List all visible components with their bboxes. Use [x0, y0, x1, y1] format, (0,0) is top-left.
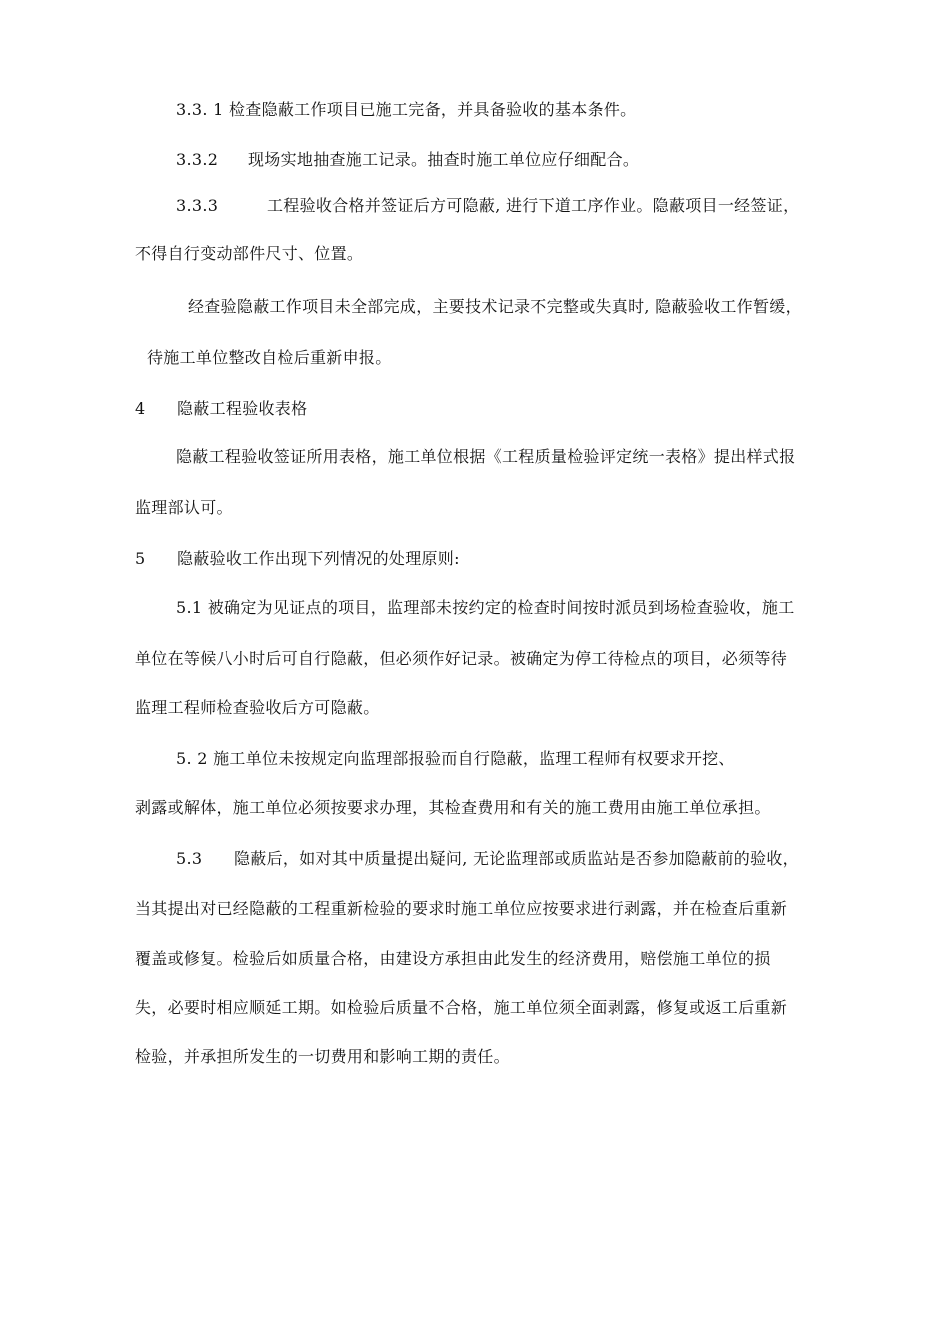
paragraph-text: 经查验隐蔽工作项目未全部完成，主要技术记录不完整或失真时, 隐蔽验收工作暂缓，	[188, 297, 802, 316]
paragraph-text: 监理工程师检查验收后方可隐蔽。	[135, 698, 380, 717]
paragraph-5-2-line1	[176, 748, 735, 770]
paragraph-text: 不得自行变动部件尺寸、位置。	[135, 244, 364, 263]
paragraph-3-3-1	[176, 99, 636, 121]
paragraph-text: 当其提出对已经隐蔽的工程重新检验的要求时施工单位应按要求进行剥露，并在检查后重新	[135, 899, 788, 918]
paragraph-text: 覆盖或修复。检验后如质量合格，由建设方承担由此发生的经济费用，赔偿施工单位的损	[135, 949, 771, 968]
paragraph-text: 待施工单位整改自检后重新申报。	[147, 348, 392, 367]
paragraph-text: 3.3. 1 检查隐蔽工作项目已施工完备，并具备验收的基本条件。	[176, 100, 637, 119]
section-4-body-line2	[135, 497, 233, 519]
section-number: 3.3.2	[176, 150, 219, 169]
section-number: 3.3.3	[176, 196, 219, 215]
paragraph-text: 失，必要时相应顺延工期。如检验后质量不合格，施工单位须全面剥露，修复或返工后重新	[135, 998, 788, 1017]
paragraph-text: 工程验收合格并签证后方可隐蔽, 进行下道工序作业。隐蔽项目一经签证，	[267, 196, 800, 215]
paragraph-5-3-line2	[135, 898, 787, 920]
paragraph-text: 监理部认可。	[135, 498, 233, 517]
section-number: 5.3	[176, 849, 203, 868]
paragraph-3-3-3-line2	[135, 243, 363, 265]
paragraph-delay-line1	[188, 296, 802, 318]
paragraph-5-1-line2	[135, 648, 787, 670]
paragraph-text: 现场实地抽查施工记录。抽查时施工单位应仔细配合。	[248, 150, 640, 169]
paragraph-3-3-2	[176, 149, 639, 171]
section-title: 隐蔽验收工作出现下列情况的处理原则:	[177, 549, 460, 568]
paragraph-3-3-3-line1	[176, 195, 799, 217]
paragraph-5-3-line1	[176, 848, 799, 870]
paragraph-text: 隐蔽后，如对其中质量提出疑问, 无论监理部或质监站是否参加隐蔽前的验收，	[234, 849, 799, 868]
paragraph-5-1-line1	[176, 597, 795, 619]
paragraph-text: 单位在等候八小时后可自行隐蔽，但必须作好记录。被确定为停工待检点的项目，必须等待	[135, 649, 788, 668]
paragraph-5-3-line3	[135, 948, 771, 970]
paragraph-5-3-line5	[135, 1046, 510, 1068]
paragraph-text: 5.1 被确定为见证点的项目，监理部未按约定的检查时间按时派员到场检查验收，施工	[176, 598, 795, 617]
section-number: 5	[135, 549, 146, 568]
paragraph-text: 5. 2 施工单位未按规定向监理部报验而自行隐蔽，监理工程师有权要求开挖、	[176, 749, 735, 768]
section-title: 隐蔽工程验收表格	[177, 399, 308, 418]
paragraph-text: 隐蔽工程验收签证所用表格，施工单位根据《工程质量检验评定统一表格》提出样式报	[176, 447, 796, 466]
section-5-heading	[135, 548, 460, 570]
paragraph-5-1-line3	[135, 697, 380, 719]
paragraph-text: 剥露或解体，施工单位必须按要求办理，其检查费用和有关的施工费用由施工单位承担。	[135, 798, 771, 817]
section-4-heading	[135, 398, 307, 420]
paragraph-5-3-line4	[135, 997, 787, 1019]
paragraph-text: 检验，并承担所发生的一切费用和影响工期的责任。	[135, 1047, 510, 1066]
paragraph-5-2-line2	[135, 797, 771, 819]
section-number: 4	[135, 399, 146, 418]
section-4-body-line1	[176, 446, 795, 468]
paragraph-delay-line2	[147, 347, 392, 369]
